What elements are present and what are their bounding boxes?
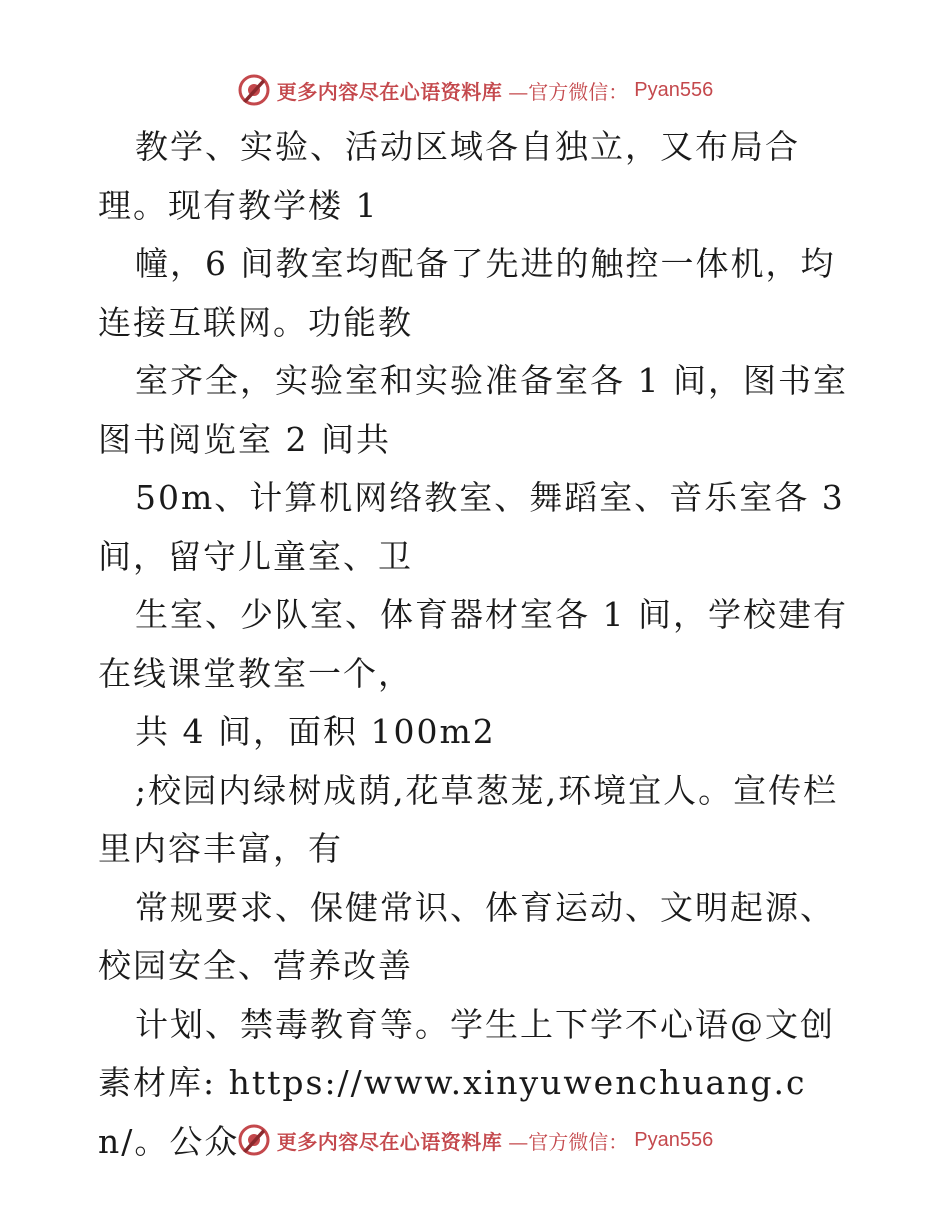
paragraph-8: 常规要求、保健常识、体育运动、文明起源、校园安全、营养改善 — [98, 887, 835, 985]
paragraph-5: 生室、少队室、体育器材室各 1 间，学校建有在线课堂教室一个， — [98, 595, 848, 693]
header-watermark-banner — [0, 70, 950, 110]
banner-sub-text: —官方微信： — [508, 79, 629, 104]
footer-watermark-banner — [0, 1120, 950, 1160]
paragraph-9: 计划、禁毒教育等。学生上下学不心语@文创素材库: https://www.xinyuwenchuang.cn/。公众 — [98, 1004, 835, 1161]
banner-wechat-id: Pyan556 — [634, 78, 714, 101]
paragraph-7: ;校园内绿树成荫,花草葱茏,环境宜人。宣传栏里内容丰富，有 — [98, 770, 839, 868]
paragraph-6: 共 4 间，面积 100m2 — [135, 712, 496, 751]
banner-main-text: 更多内容尽在心语资料库 — [276, 79, 503, 104]
banner-wechat-id: Pyan556 — [634, 1128, 714, 1151]
quill-logo-icon — [237, 1123, 271, 1157]
quill-logo-icon — [237, 73, 271, 107]
paragraph-1: 教学、实验、活动区域各自独立，又布局合理。现有教学楼 1 — [98, 127, 800, 225]
paragraph-2: 幢，6 间教室均配备了先进的触控一体机，均连接互联网。功能教 — [98, 244, 836, 342]
paragraph-4: 50m、计算机网络教室、舞蹈室、音乐室各 3 间，留守儿童室、卫 — [98, 478, 845, 576]
banner-sub-text: —官方微信： — [508, 1129, 629, 1154]
banner-main-text: 更多内容尽在心语资料库 — [276, 1129, 503, 1154]
document-body — [98, 118, 868, 1171]
paragraph-3: 室齐全，实验室和实验准备室各 1 间，图书室图书阅览室 2 间共 — [98, 361, 848, 459]
